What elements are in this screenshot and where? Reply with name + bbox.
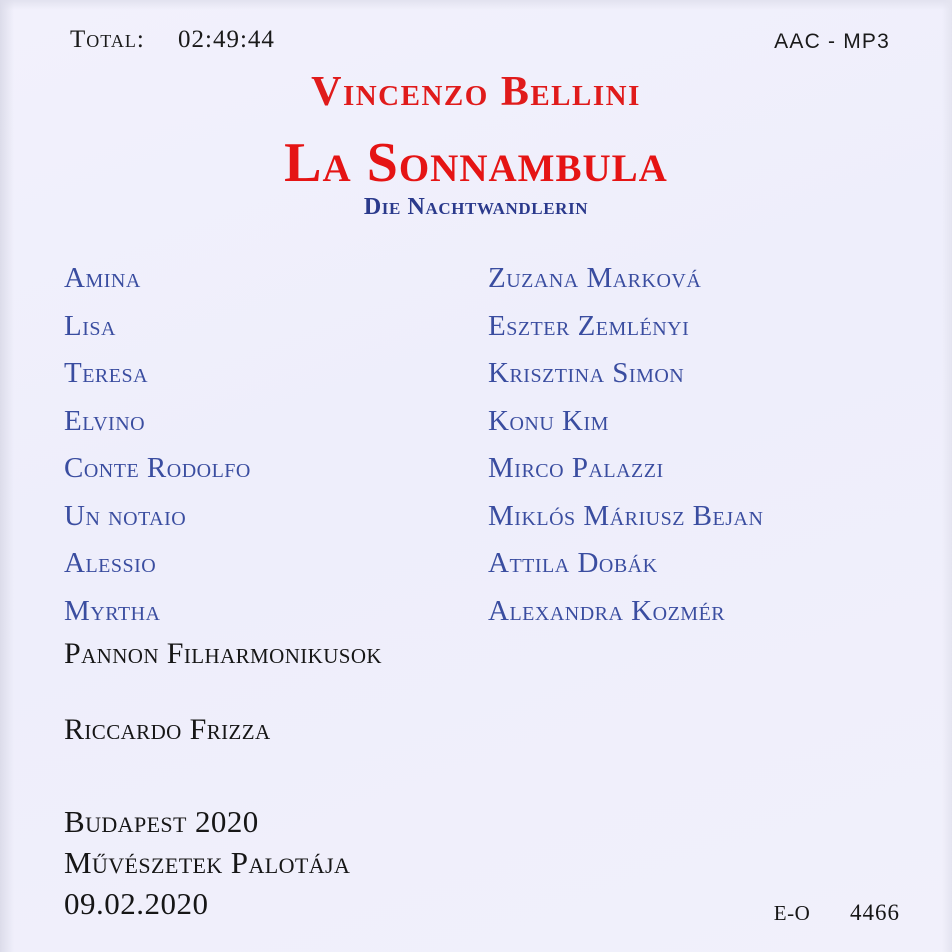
audio-format-label: AAC - MP3 [774,30,890,53]
venue-block [64,801,350,924]
opera-title: La Sonnambula [284,132,668,194]
cast-row [64,452,892,500]
paper-edge-top [0,0,952,10]
venue-city-year: Budapest 2020 [64,804,259,839]
cast-list [64,262,892,642]
cast-role: Conte Rodolfo [64,452,251,484]
cast-singer: Zuzana Marková [488,262,702,294]
cast-singer: Krisztina Simon [488,357,685,389]
catalog-number [774,900,900,926]
cast-role: Un notaio [64,499,187,532]
conductor-name: Riccardo Frizza [64,713,271,746]
cast-row [64,262,892,310]
catalog-prefix: E-O [773,901,811,925]
venue-hall: Művészetek Palotája [64,845,351,880]
total-duration [70,26,275,54]
composer-name: Vincenzo Bellini [311,69,641,115]
cast-singer: Eszter Zemlényi [488,309,690,342]
cast-singer: Attila Dobák [488,547,658,579]
venue-date: 09.02.2020 [64,886,209,921]
cast-row [64,310,892,358]
cast-row [64,405,892,453]
cast-row [64,547,892,595]
cast-role: Lisa [64,309,116,342]
cast-singer: Alexandra Kozmér [488,594,726,627]
cast-singer: Miklós Máriusz Bejan [488,499,764,532]
cast-role: Teresa [64,357,149,389]
cast-role: Alessio [64,547,157,579]
cast-singer: Mirco Palazzi [488,452,664,484]
opera-subtitle: Die Nachtwandlerin [363,194,589,220]
total-label: Total: [70,26,145,53]
orchestra-name: Pannon Filharmonikusok [64,637,382,670]
cast-row [64,357,892,405]
total-time-value: 02:49:44 [178,26,275,53]
cast-row [64,500,892,548]
cast-role: Amina [64,262,141,294]
cast-singer: Konu Kim [488,404,609,437]
cast-role: Myrtha [64,594,161,627]
cast-row [64,595,892,643]
cast-role: Elvino [64,404,146,437]
catalog-code: 4466 [850,900,900,925]
